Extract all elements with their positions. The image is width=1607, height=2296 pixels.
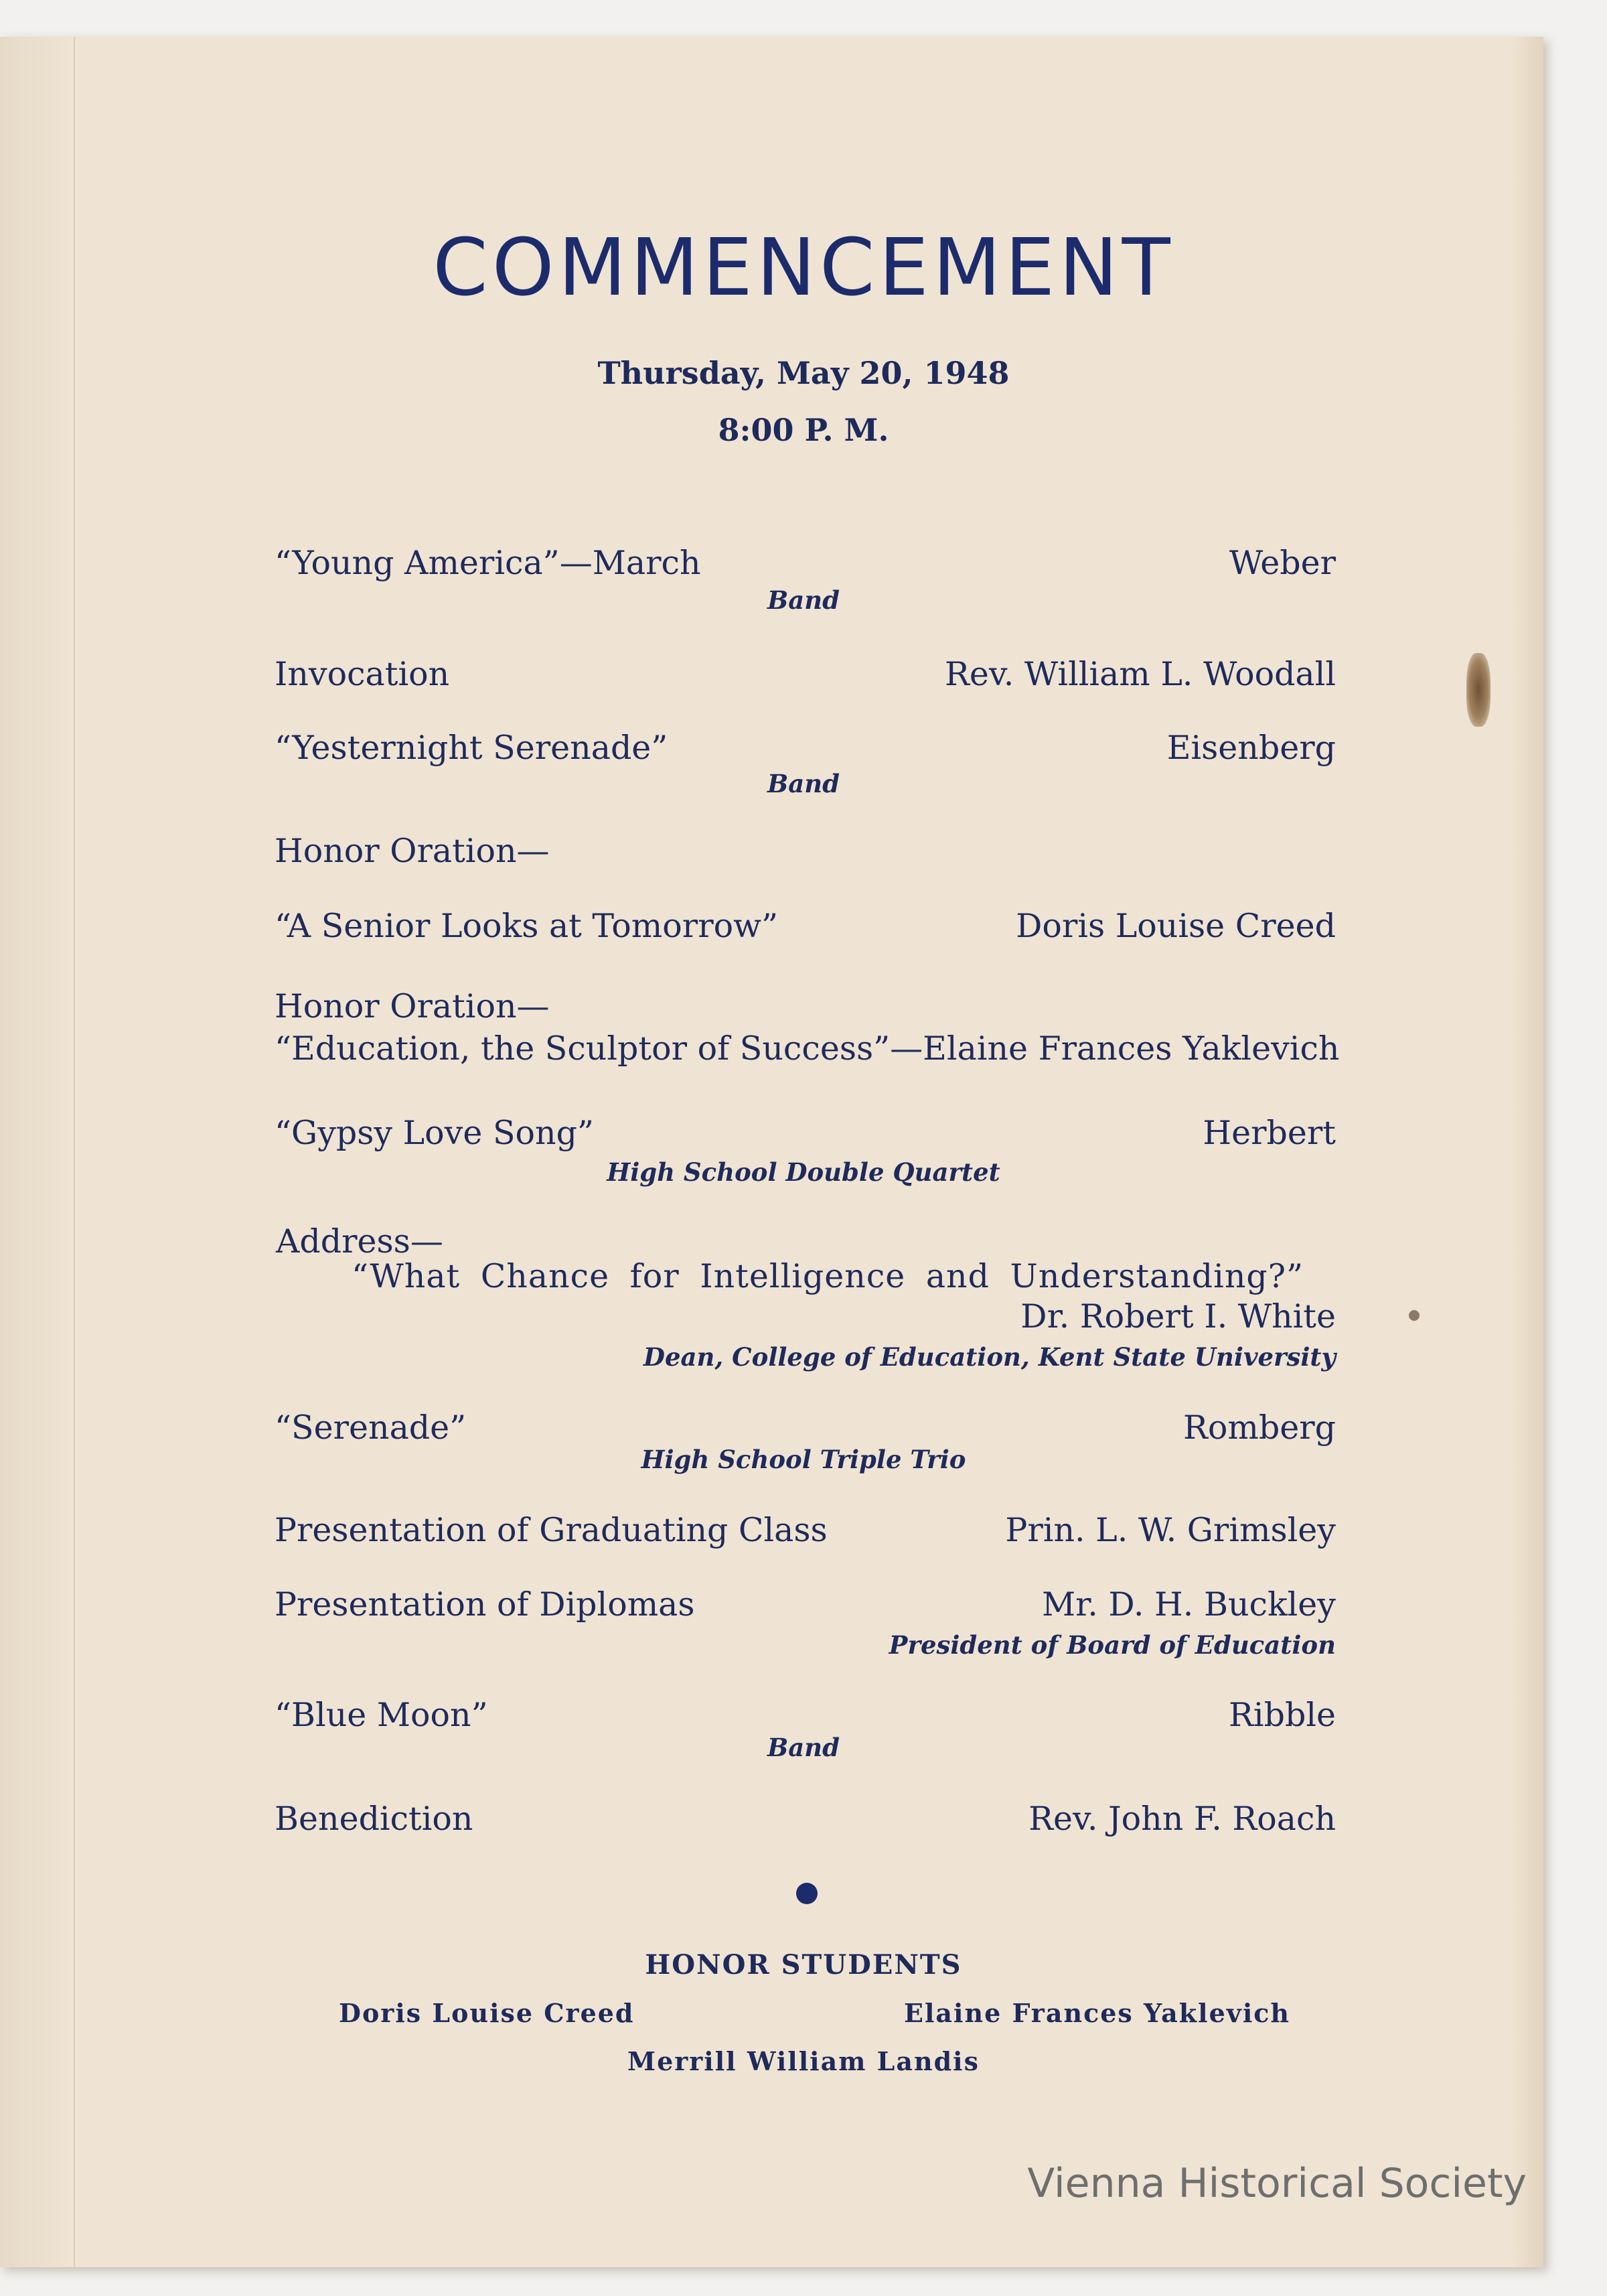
event-date: Thursday, May 20, 1948 [597, 355, 1010, 391]
composer: Herbert [1203, 1114, 1336, 1152]
event-time: 8:00 P. M. [718, 412, 889, 448]
honor-student-name: Doris Louise Creed [339, 1998, 635, 2028]
composer: Eisenberg [1166, 729, 1336, 767]
composer: Weber [1229, 544, 1336, 582]
oration-title-with-speaker: “Education, the Sculptor of Success”—Elaine Frances Yaklevich [275, 1029, 1340, 1068]
program-item-benediction [275, 1800, 1336, 1847]
program-item-gypsy-love-song [275, 1114, 1336, 1161]
watermark-text: Vienna Historical Society [1027, 2160, 1527, 2207]
item-title: Honor Oration— [275, 832, 550, 870]
address-speaker: Dr. Robert I. White [1020, 1297, 1336, 1336]
item-title: Benediction [275, 1800, 473, 1838]
program-item-invocation [275, 655, 1336, 702]
performer-note: High School Triple Trio [641, 1445, 966, 1474]
performer-note: Band [767, 1733, 840, 1762]
presenter: Prin. L. W. Grimsley [1005, 1511, 1336, 1549]
paper-stain [1466, 653, 1490, 727]
officiant: Rev. John F. Roach [1028, 1800, 1336, 1838]
address-title: “What Chance for Intelligence and Understanding?” [352, 1257, 1304, 1295]
program-item-presentation-diplomas [275, 1585, 1336, 1632]
program-item-honor-oration-heading [275, 832, 1336, 879]
honor-student-name: Elaine Frances Yaklevich [904, 1998, 1291, 2028]
piece-title: “Gypsy Love Song” [275, 1114, 594, 1152]
oration-title: “A Senior Looks at Tomorrow” [275, 907, 779, 945]
performer-note: Band [767, 585, 840, 615]
address-heading: Address— [276, 1222, 443, 1261]
presenter: Mr. D. H. Buckley [1042, 1585, 1336, 1624]
section-divider-bullet [796, 1883, 818, 1904]
speaker-affiliation: Dean, College of Education, Kent State University [643, 1342, 1336, 1372]
honor-oration-heading: Honor Oration— [275, 987, 550, 1025]
item-title: Presentation of Diplomas [275, 1585, 695, 1624]
program-item-presentation-class [275, 1511, 1336, 1558]
piece-title: “Blue Moon” [275, 1696, 488, 1734]
performer-note: Band [767, 769, 840, 798]
honor-student-name: Merrill William Landis [627, 2046, 980, 2076]
piece-title: “Serenade” [275, 1409, 467, 1447]
piece-title: “Yesternight Serenade” [275, 729, 668, 767]
item-title: Presentation of Graduating Class [275, 1511, 828, 1549]
piece-title: “Young America”—March [275, 544, 701, 582]
composer: Ribble [1229, 1696, 1336, 1734]
speaker: Doris Louise Creed [1016, 907, 1336, 945]
paper-spot [1409, 1310, 1420, 1321]
honor-students-heading: HONOR STUDENTS [645, 1949, 962, 1981]
officiant: Rev. William L. Woodall [944, 655, 1336, 693]
program-title: COMMENCEMENT [433, 221, 1174, 313]
item-title: Invocation [275, 655, 450, 693]
presenter-title: President of Board of Education [889, 1630, 1336, 1660]
composer: Romberg [1182, 1409, 1336, 1447]
program-item-young-america [275, 544, 1336, 591]
program-item-senior-looks [275, 907, 1336, 954]
performer-note: High School Double Quartet [607, 1157, 1000, 1187]
